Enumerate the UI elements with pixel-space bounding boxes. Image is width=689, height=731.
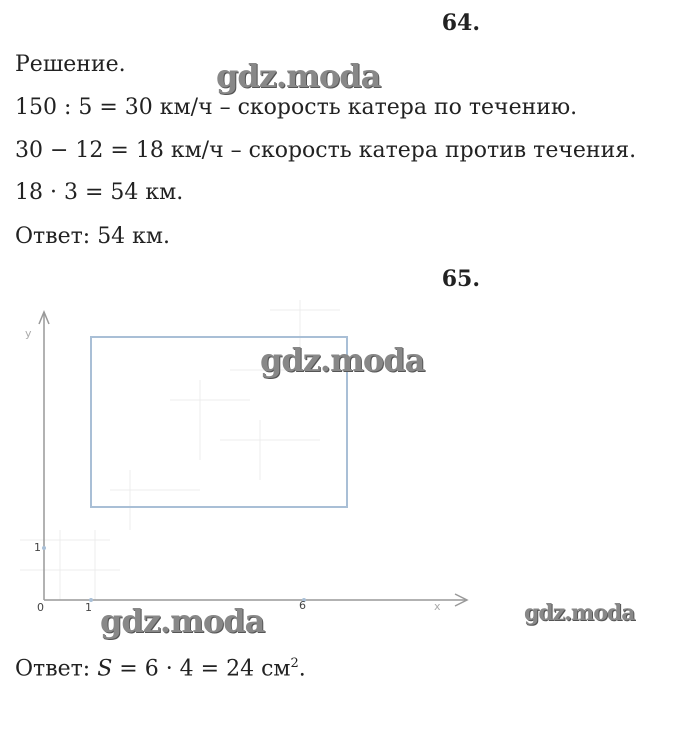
watermark-logo: gdz.moda [216, 57, 381, 95]
y-tick-1-label: 1 [34, 541, 41, 554]
watermark-logo: gdz.moda [524, 600, 635, 626]
solution-heading: Решение. [15, 52, 126, 77]
watermark-logo: gdz.moda [100, 602, 265, 640]
solution-line-3: 18 · 3 = 54 км. [15, 180, 184, 205]
problem-number-64: 64. [441, 10, 480, 36]
problem-number-65: 65. [441, 266, 480, 292]
origin-label: 0 [37, 601, 44, 614]
y-axis-name: y [25, 327, 32, 340]
x-tick-1-label: 1 [85, 601, 92, 614]
answer-64: Ответ: 54 км. [15, 224, 171, 249]
x-axis-name: x [434, 600, 441, 613]
tick-y1 [42, 546, 46, 550]
answer-65: Ответ: S = 6 · 4 = 24 $см^2$. [15, 656, 306, 682]
solution-line-1: 150 : 5 = 30 км/ч – скорость катера по течению. [15, 95, 578, 120]
watermark-logo: gdz.moda [260, 341, 425, 379]
solution-line-2: 30 − 12 = 18 км/ч – скорость катера против течения. [15, 138, 637, 163]
x-tick-6-label: 6 [299, 599, 306, 612]
